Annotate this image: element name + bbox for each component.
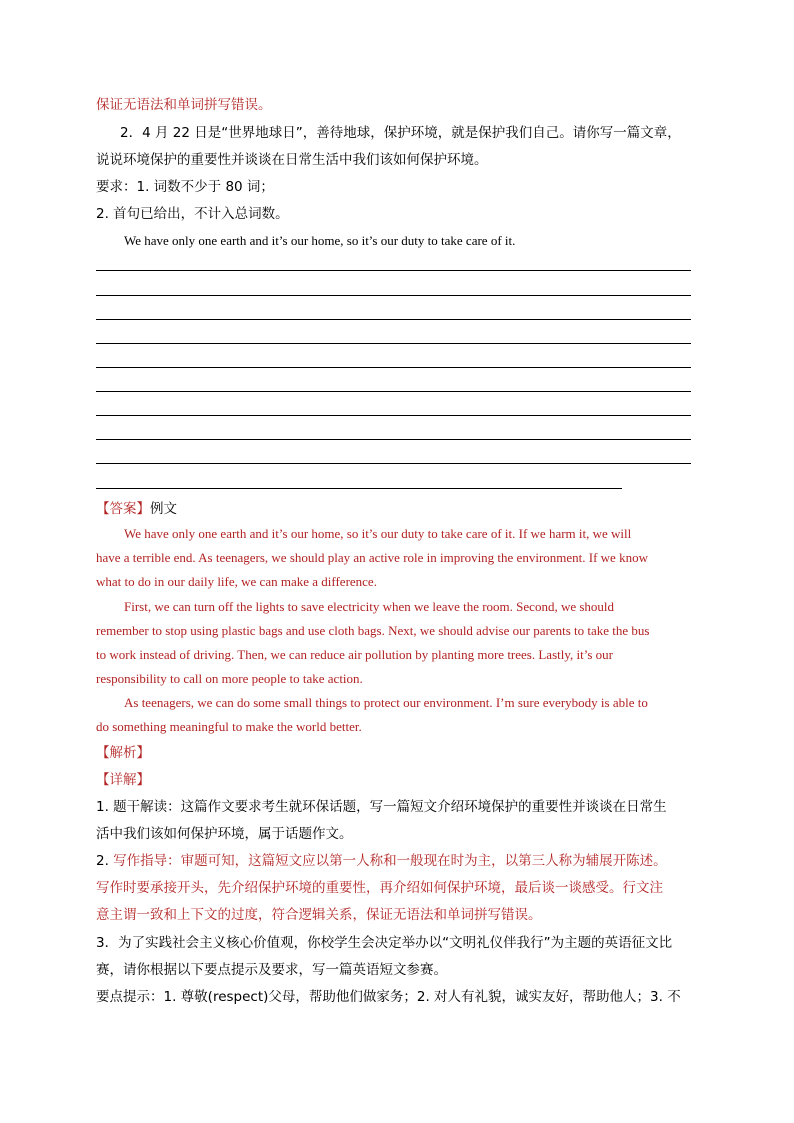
writing-line (96, 367, 691, 368)
answer-line: responsibility to call on more people to take action. (96, 671, 363, 686)
question-3-line-2: 赛，请你根据以下要点提示及要求，写一篇英语短文参赛。 (96, 962, 447, 978)
answer-label-suffix: 例文 (150, 501, 177, 517)
analysis-heading: 【解析】 (96, 745, 150, 761)
analysis-point-1-line-2: 活中我们该如何保护环境，属于话题作文。 (96, 826, 353, 842)
analysis-point-2-line-1 (96, 852, 667, 870)
writing-line-last (96, 488, 622, 489)
writing-line (96, 391, 691, 392)
writing-line (96, 343, 691, 344)
answer-line: have a terrible end. As teenagers, we should play an active role in improving the environment. If we know (96, 550, 648, 565)
writing-line (96, 319, 691, 320)
question-2-line-2: 说说环境保护的重要性并谈谈在日常生活中我们该如何保护环境。 (96, 152, 488, 168)
question-2-first-sentence: We have only one earth and it’s our home, so it’s our duty to take care of it. (124, 233, 516, 248)
question-3-line-1: 3．为了实践社会主义核心价值观，你校学生会决定举办以“文明礼仪伴我行”为主题的英语征文比 (96, 935, 673, 951)
writing-line (96, 270, 691, 271)
previous-requirement-tail: 保证无语法和单词拼写错误。 (96, 97, 272, 113)
answer-line: to work instead of driving. Then, we can reduce air pollution by planting more trees. Lastly, it’s our (96, 647, 613, 662)
detail-heading: 【详解】 (96, 772, 150, 788)
writing-line (96, 463, 691, 464)
analysis-point-2-text: 写作指导：审题可知，这篇短文应以第一人称和一般现在时为主，以第三人称为辅展开陈述。 (108, 853, 667, 869)
answer-line: As teenagers, we can do some small things to protect our environment. I’m sure everybody is able to (124, 695, 648, 710)
answer-line: We have only one earth and it’s our home, so it’s our duty to take care of it. If we harm it, we will (124, 526, 632, 541)
question-2-requirement-2: 2. 首句已给出，不计入总词数。 (96, 206, 289, 222)
analysis-point-2-line-2: 写作时要承接开头，先介绍保护环境的重要性，再介绍如何保护环境，最后谈一谈感受。行文注 (96, 880, 663, 896)
analysis-point-1-line-1: 1. 题干解读：这篇作文要求考生就环保话题，写一篇短文介绍环境保护的重要性并谈谈在日常生 (96, 799, 667, 815)
question-2-requirement-1: 要求：1. 词数不少于 80 词； (96, 179, 274, 195)
answer-line: remember to stop using plastic bags and use cloth bags. Next, we should advise our parents to take the bus (96, 623, 650, 638)
question-2-line-1: 2．4 月 22 日是“世界地球日”，善待地球，保护环境，就是保护我们自己。请你写一篇文章， (120, 125, 681, 141)
answer-line: First, we can turn off the lights to save electricity when we leave the room. Second, we should (124, 599, 615, 614)
answer-label: 【答案】 (96, 501, 150, 517)
answer-line: what to do in our daily life, we can make a difference. (96, 574, 377, 589)
analysis-point-2-number: 2. (96, 853, 109, 869)
answer-line: do something meaningful to make the world better. (96, 719, 362, 734)
question-3-line-3: 要点提示：1. 尊敬(respect)父母，帮助他们做家务；2. 对人有礼貌，诚实友好，帮助他人；3. 不 (96, 989, 681, 1005)
answer-heading (96, 500, 177, 518)
writing-line (96, 415, 691, 416)
analysis-point-2-line-3: 意主谓一致和上下文的过度，符合逻辑关系，保证无语法和单词拼写错误。 (96, 907, 542, 923)
writing-line (96, 439, 691, 440)
writing-line (96, 295, 691, 296)
